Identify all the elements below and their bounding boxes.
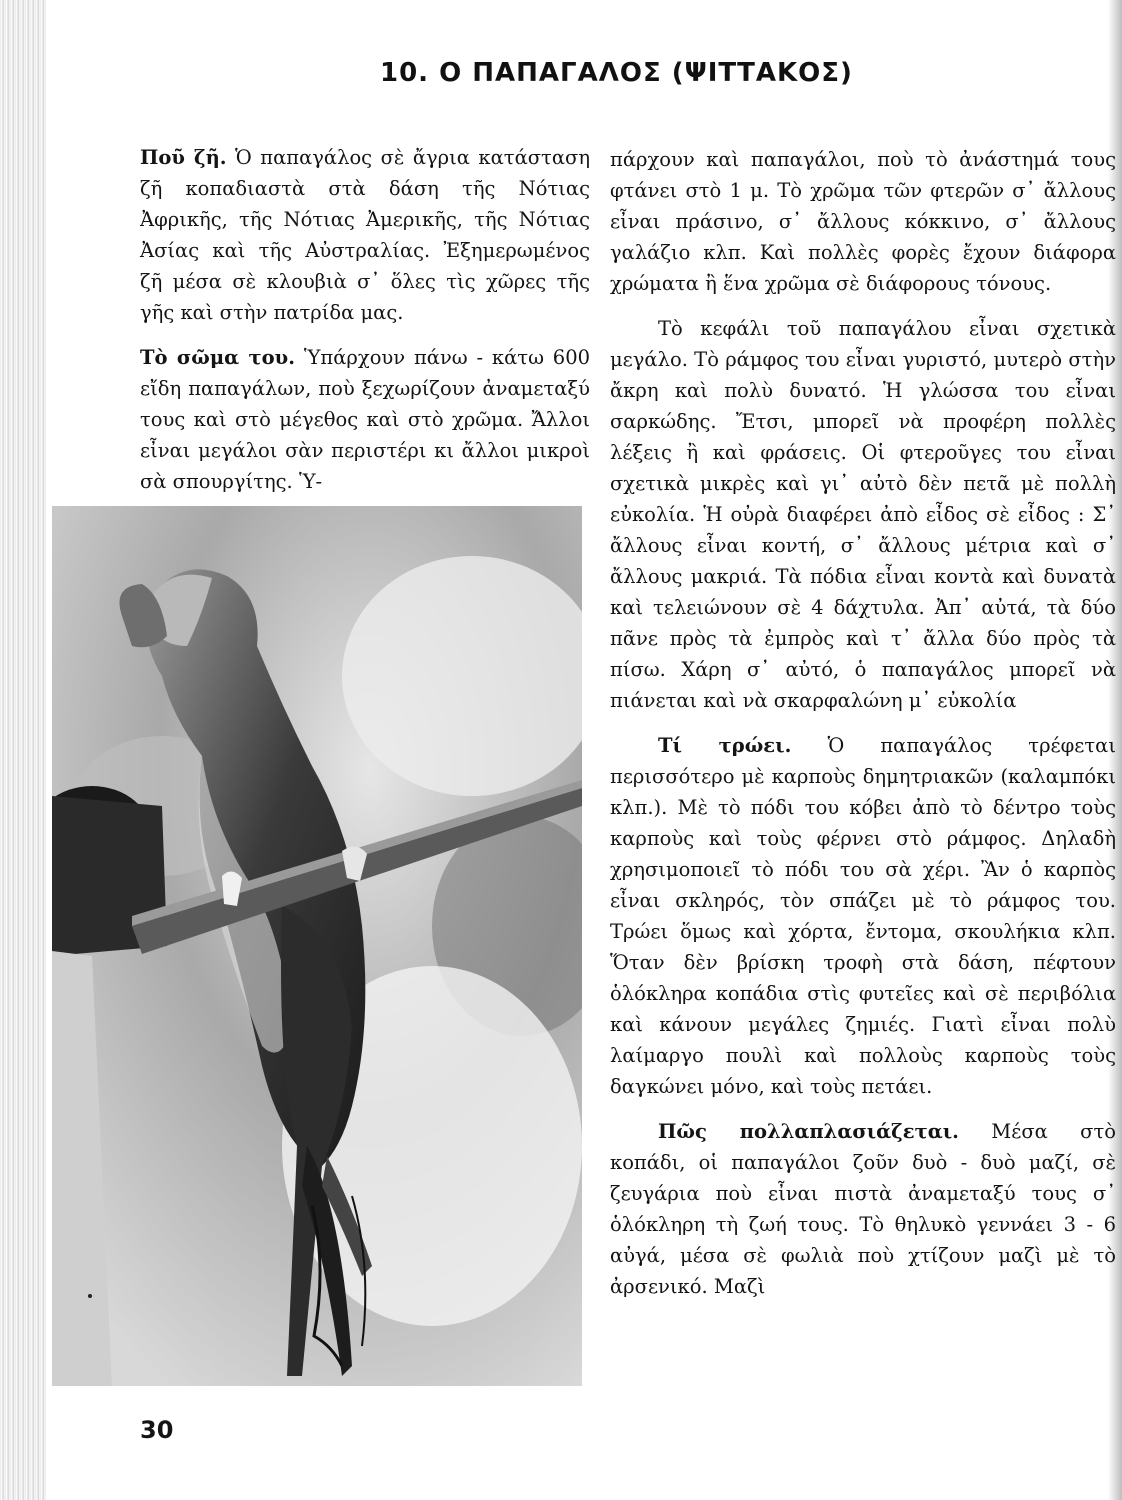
body-paragraph	[140, 342, 590, 497]
breeding-paragraph	[610, 1116, 1116, 1302]
page-title: 10. Ο ΠΑΠΑΓΑΛΟΣ (ΨΙΤΤΑΚΟΣ)	[380, 58, 853, 88]
food-heading: Τί τρώει.	[658, 734, 792, 757]
food-text: Ὁ παπαγάλος τρέφεται περισσότερο μὲ καρποὺς δημητριακῶν (καλαμπόκι κλπ.). Μὲ τὸ πόδι του κόβει ἀπὸ τὸ δέντρο τοὺς καρποὺς καὶ τοὺς φέρνει στὸ ράμφος. Δηλαδὴ χρησιμοποιεῖ τὸ πόδι του σὰ χέρι. Ἂν ὁ καρπὸς εἶναι σκληρός, τὸν σπάζει μὲ τὸ ράμφος του. Τρώει ὅμως καὶ χόρτα, ἔντομα, σκουλήκια κλπ. Ὅταν δὲν βρίσκη τροφὴ στὰ δάση, πέφτουν ὁλόκληρα κοπάδια στὶς φυτεῖες καὶ σὲ περιβόλια καὶ κάνουν μεγάλες ζημιές. Γιατὶ εἶναι πολὺ λαίμαργο πουλὶ καὶ πολλοὺς καρποὺς τοὺς δαγκώνει μόνο, καὶ τοὺς πετάει.	[610, 734, 1116, 1098]
body-text: Ὑπάρχουν πάνω - κάτω 600 εἴδη παπαγάλων, ποὺ ξεχωρίζουν ἀναμεταξύ τους καὶ στὸ μέγεθος καὶ στὸ χρῶμα. Ἄλλοι εἶναι μεγάλοι σὰν περιστέρι κι ἄλλοι μικροὶ σὰ σπουργίτης. Ὑ-	[140, 346, 591, 493]
where-paragraph	[140, 142, 590, 328]
breeding-heading: Πῶς πολλαπλασιάζεται.	[658, 1120, 959, 1143]
parrot-photo	[52, 506, 582, 1386]
head-paragraph: Τὸ κεφάλι τοῦ παπαγάλου εἶναι σχετικὰ μεγάλο. Τὸ ράμφος του εἶναι γυριστό, μυτερὸ στὴν ἄκρη καὶ πολὺ δυνατό. Ἡ γλώσσα του εἶναι σαρκώδης. Ἔτσι, μπορεῖ νὰ προφέρη πολλὲς λέξεις ἢ καὶ φράσεις. Οἱ φτεροῦγες του εἶναι σχετικὰ μικρὲς καὶ γι᾽ αὐτὸ δὲν πετᾶ μὲ πολλὴ εὐκολία. Ἡ οὐρὰ διαφέρει ἀπὸ εἶδος σὲ εἶδος : Σ᾽ ἄλλους εἶναι κοντή, σ᾽ ἄλλους μέτρια καὶ σ᾽ ἄλλους μακριά. Τὰ πόδια εἶναι κοντὰ καὶ δυνατὰ καὶ τελειώνουν σὲ 4 δάχτυλα. Ἀπ᾽ αὐτά, τὰ δύο πᾶνε πρὸς τὰ ἐμπρὸς καὶ τ᾽ ἄλλα δύο πρὸς τὰ πίσω. Χάρη σ᾽ αὐτό, ὁ παπαγάλος μπορεῖ νὰ πιάνεται καὶ νὰ σκαρφαλώνη μ᾽ εὐκολία	[610, 317, 1116, 712]
where-heading: Ποῦ ζῆ.	[140, 146, 227, 169]
where-text: Ὁ παπαγάλος σὲ ἄγρια κατάσταση ζῆ κοπαδιαστὰ στὰ δάση τῆς Νότιας Ἀφρικῆς, τῆς Νότιας Ἀμερικῆς, τῆς Νότιας Ἀσίας καὶ τῆς Αὐστραλίας. Ἐξημερωμένος ζῆ μέσα σὲ κλουβιὰ σ᾽ ὅλες τὶς χῶρες τῆς γῆς καὶ στὴν πατρίδα μας.	[140, 146, 591, 324]
print-speck	[88, 1294, 92, 1298]
left-column	[140, 142, 590, 511]
body-continuation: πάρχουν καὶ παπαγάλοι, ποὺ τὸ ἀνάστημά τους φτάνει στὸ 1 μ. Τὸ χρῶμα τῶν φτερῶν σ᾽ ἄλλους εἶναι πράσινο, σ᾽ ἄλλους κόκκινο, σ᾽ ἄλλους γαλάζιο κλπ. Καὶ πολλὲς φορὲς ἔχουν διάφορα χρώματα ἢ ἕνα χρῶμα σὲ διάφορους τόνους.	[610, 148, 1116, 295]
page-binding-edge	[0, 0, 46, 1500]
right-column	[610, 144, 1116, 1316]
food-paragraph	[610, 730, 1116, 1102]
body-heading: Τὸ σῶμα του.	[140, 346, 296, 369]
breeding-text: Μέσα στὸ κοπάδι, οἱ παπαγάλοι ζοῦν δυὸ - δυὸ μαζί, σὲ ζευγάρια ποὺ εἶναι πιστὰ ἀναμεταξύ τους σ᾽ ὁλόκληρη τὴ ζωή τους. Τὸ θηλυκὸ γεννάει 3 - 6 αὐγά, μέσα σὲ φωλιὰ ποὺ χτίζουν μαζὶ μὲ τὸ ἀρσενικό. Μαζὶ	[610, 1120, 1116, 1298]
page-number: 30	[140, 1416, 174, 1444]
